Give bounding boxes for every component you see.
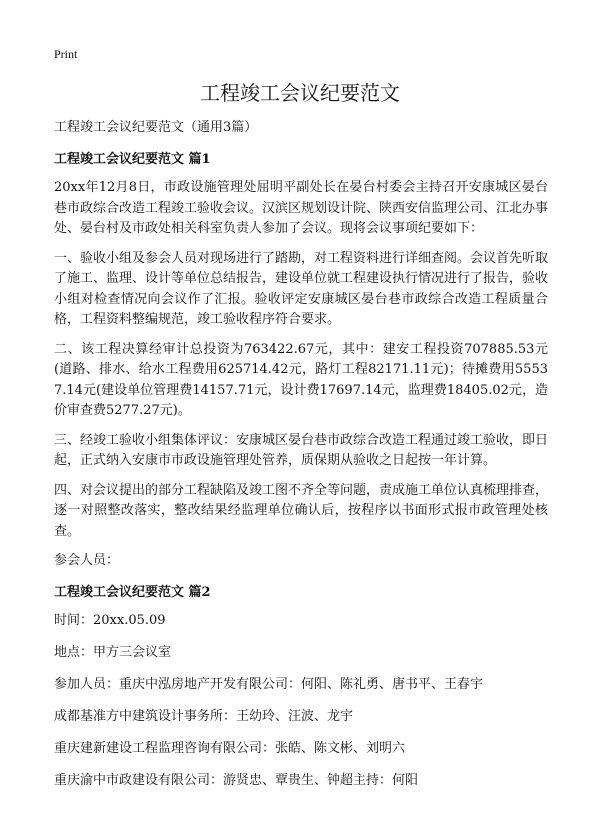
attendee-line: 参加人员：重庆中泓房地产开发有限公司：何阳、陈礼勇、唐书平、王春宇 — [54, 677, 484, 692]
attendees-label: 参会人员： — [54, 553, 120, 568]
attendee-line: 重庆建新建设工程监理咨询有限公司：张皓、陈文彬、刘明六 — [54, 741, 406, 756]
document-title: 工程竣工会议纪要范文 — [200, 81, 400, 105]
paragraph: 四、对会议提出的部分工程缺陷及竣工图不齐全等问题，责成施工单位认真梳理排查，逐一对照整改落实，整改结果经监理单位确认后，按程序以书面形式报市政管理处核查。 — [54, 482, 549, 539]
meeting-location: 地点：甲方三会议室 — [54, 645, 172, 660]
paragraph: 二、该工程决算经审计总投资为763422.67元，其中：建安工程投资707885.53元(道路、排水、给水工程费用625714.42元，路灯工程82171.11元)；待摊费用55537.14元(建设单位管理费14157.71元，设计费17697.14元，监理费18405.02元，造价审查费5277.27元)。 — [54, 341, 548, 418]
attendee-line: 成都基准方中建筑设计事务所：王幼玲、汪波、龙宇 — [54, 709, 354, 724]
section-heading-1: 工程竣工会议纪要范文 篇1 — [54, 152, 211, 167]
document-body — [54, 118, 548, 803]
meeting-time: 时间：20xx.05.09 — [54, 613, 166, 628]
document-subtitle: 工程竣工会议纪要范文（通用3篇） — [54, 120, 258, 135]
print-label: Print — [54, 47, 78, 61]
paragraph: 三、经竣工验收小组集体评议：安康城区晏台巷市政综合改造工程通过竣工验收，即日起，正式纳入安康市市政设施管理处管养，质保期从验收之日起按一年计算。 — [54, 432, 549, 468]
paragraph: 20xx年12月8日，市政设施管理处屈明平副处长在晏台村委会主持召开安康城区晏台巷市政综合改造工程竣工验收会议。汉滨区规划设计院、陕西安信监理公司、江北办事处、晏台村及市政处相关科室负责人参加了会议。现将会议事项纪要如下： — [54, 180, 549, 236]
section-heading-2: 工程竣工会议纪要范文 篇2 — [54, 585, 211, 600]
attendee-line: 重庆渝中市政建设有限公司：游贤忠、覃贵生、钟超主持：何阳 — [54, 773, 419, 788]
paragraph: 一、验收小组及参会人员对现场进行了踏勘，对工程资料进行详细查阅。会议首先听取了施工、监理、设计等单位总结报告，建设单位就工程建设执行情况进行了报告，验收小组对检查情况向会议作了汇报。验收评定安康城区晏台巷市政综合改造工程质量合格，工程资料整编规范，竣工验收程序符合要求。 — [54, 250, 549, 327]
